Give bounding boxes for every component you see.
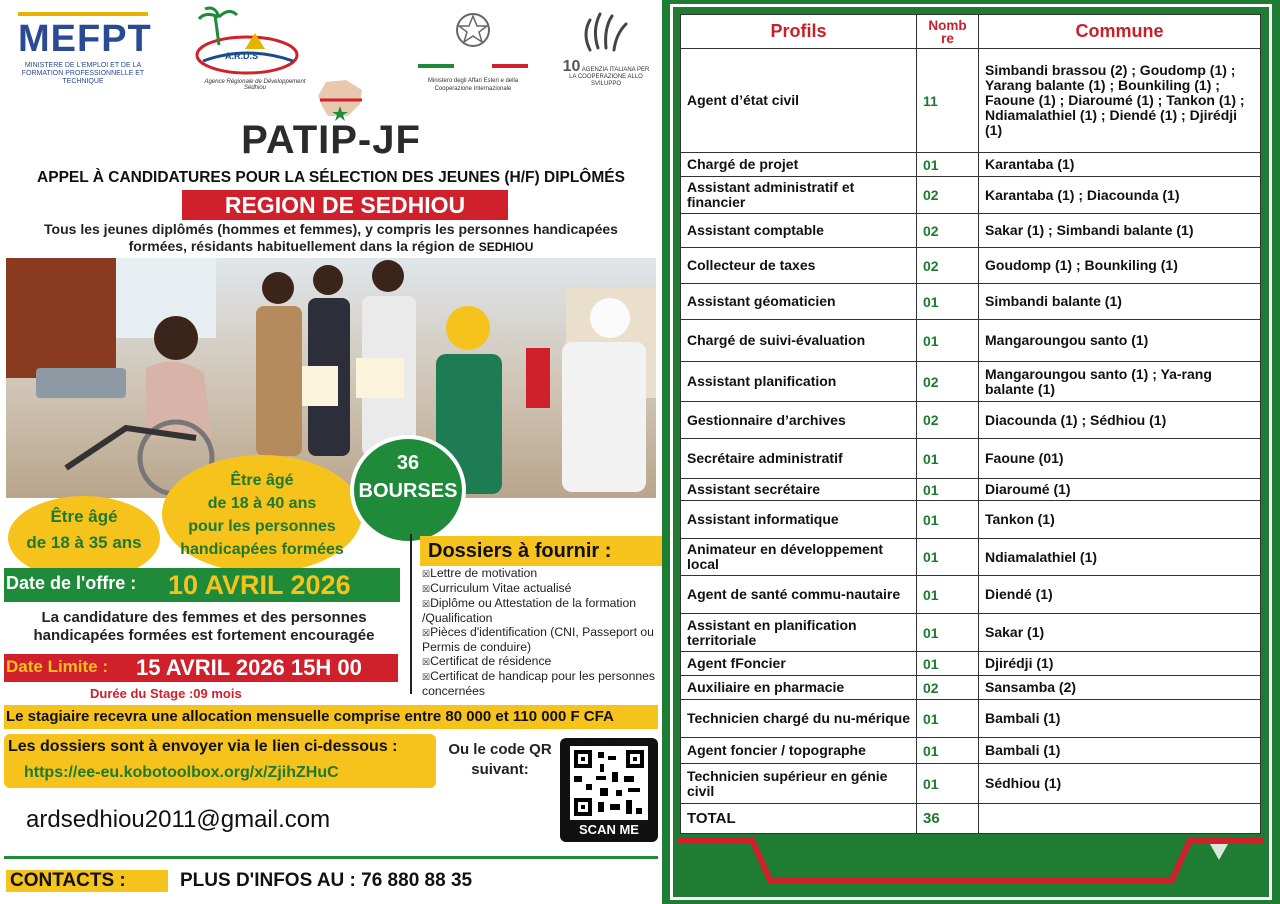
table-row bbox=[681, 153, 1261, 177]
table-row bbox=[681, 214, 1261, 248]
nombre-cell: 02 bbox=[917, 676, 979, 700]
commune-cell: Sédhiou (1) bbox=[979, 764, 1261, 804]
header-profils: Profils bbox=[681, 15, 917, 49]
table-row bbox=[681, 49, 1261, 153]
document-item: ☒ Certificat de handicap pour les personnes concernées bbox=[422, 669, 662, 698]
header-commune: Commune bbox=[979, 15, 1261, 49]
italy-emblem-icon bbox=[453, 10, 493, 50]
table-row bbox=[681, 479, 1261, 501]
nombre-cell: 01 bbox=[917, 284, 979, 320]
profil-cell: Assistant administratif et financier bbox=[681, 177, 917, 214]
profil-cell: Assistant planification bbox=[681, 362, 917, 402]
region-banner: REGION DE SEDHIOU bbox=[182, 190, 508, 220]
table-row bbox=[681, 439, 1261, 479]
submission-link-label: Les dossiers sont à envoyer via le lien ci-dessous : bbox=[8, 738, 398, 755]
profil-cell: Technicien supérieur en génie civil bbox=[681, 764, 917, 804]
table-row bbox=[681, 402, 1261, 439]
profil-cell: Agent fFoncier bbox=[681, 652, 917, 676]
nombre-cell: 01 bbox=[917, 700, 979, 738]
profil-cell: Assistant comptable bbox=[681, 214, 917, 248]
mefpt-subtitle: MINISTERE DE L'EMPLOI ET DE LA FORMATION PROFESSIONNELLE ET TECHNIQUE bbox=[21, 62, 145, 85]
nombre-cell: 01 bbox=[917, 479, 979, 501]
graduates-illustration-icon bbox=[6, 258, 656, 498]
mefpt-flag-bar bbox=[18, 12, 148, 16]
internship-duration: Durée du Stage :09 mois bbox=[90, 686, 242, 701]
contact-phone: PLUS D'INFOS AU : 76 880 88 35 bbox=[180, 870, 473, 891]
nombre-cell: 02 bbox=[917, 177, 979, 214]
documents-list bbox=[422, 566, 662, 698]
senegal-map-icon bbox=[312, 76, 368, 122]
commune-cell: Simbandi balante (1) bbox=[979, 284, 1261, 320]
documents-title: Dossiers à fournir : bbox=[420, 536, 662, 566]
table-row bbox=[681, 738, 1261, 764]
allocation-banner: Le stagiaire recevra une allocation mensuelle comprise entre 80 000 et 110 000 F CFA bbox=[4, 705, 658, 729]
qr-caption-line-2: suivant: bbox=[471, 761, 529, 778]
qr-caption bbox=[440, 740, 560, 780]
nombre-cell: 02 bbox=[917, 362, 979, 402]
commune-cell: Faoune (01) bbox=[979, 439, 1261, 479]
italy-ministry-logo bbox=[418, 10, 528, 93]
table-header-row bbox=[681, 15, 1261, 49]
table-row bbox=[681, 700, 1261, 738]
profil-cell: Agent foncier / topographe bbox=[681, 738, 917, 764]
commune-cell: Mangaroungou santo (1) bbox=[979, 320, 1261, 362]
profil-cell: Animateur en développement local bbox=[681, 539, 917, 576]
profil-cell: Chargé de suivi-évaluation bbox=[681, 320, 917, 362]
encouragement-line-2: handicapées formées est fortement encouragée bbox=[33, 627, 375, 644]
nombre-cell: 02 bbox=[917, 248, 979, 284]
contact-email[interactable]: ardsedhiou2011@gmail.com bbox=[26, 806, 331, 833]
nombre-cell: 01 bbox=[917, 614, 979, 652]
qr-code-icon bbox=[570, 746, 648, 820]
call-for-applications: APPEL À CANDIDATURES POUR LA SÉLECTION DES JEUNES (H/F) DIPLÔMÉS bbox=[37, 169, 625, 186]
profil-cell: Assistant informatique bbox=[681, 501, 917, 539]
aics-number: 10 bbox=[562, 58, 581, 75]
divider bbox=[4, 856, 658, 859]
commune-cell: Diacounda (1) ; Sédhiou (1) bbox=[979, 402, 1261, 439]
document-item: ☒ Curriculum Vitae actualisé bbox=[422, 581, 662, 596]
table-total-row bbox=[681, 804, 1261, 834]
profil-cell: Secrétaire administratif bbox=[681, 439, 917, 479]
aics-subtitle bbox=[560, 58, 652, 88]
contacts-label: CONTACTS : bbox=[6, 870, 168, 892]
age1-line2: de 18 à 35 ans bbox=[26, 533, 142, 552]
nombre-cell: 01 bbox=[917, 738, 979, 764]
table-row bbox=[681, 614, 1261, 652]
age1-line1: Être âgé bbox=[50, 507, 118, 526]
graduates-photo bbox=[6, 258, 656, 498]
commune-cell: Goudomp (1) ; Bounkiling (1) bbox=[979, 248, 1261, 284]
commune-cell: Bambali (1) bbox=[979, 700, 1261, 738]
nombre-cell: 01 bbox=[917, 153, 979, 177]
deadline-banner bbox=[4, 654, 398, 682]
submission-link-box bbox=[4, 734, 436, 788]
profil-cell: Chargé de projet bbox=[681, 153, 917, 177]
intro-line-1: Tous les jeunes diplômés (hommes et femmes), y compris les personnes handicapées bbox=[44, 221, 618, 237]
header-nombre-line-1: Nomb bbox=[928, 17, 967, 33]
header-nombre bbox=[917, 15, 979, 49]
hand-icon bbox=[576, 10, 636, 56]
required-documents bbox=[410, 534, 662, 698]
commune-cell: Sakar (1) ; Simbandi balante (1) bbox=[979, 214, 1261, 248]
commune-cell: Mangaroungou santo (1) ; Ya-rang balante (1) bbox=[979, 362, 1261, 402]
total-commune-cell bbox=[979, 804, 1261, 834]
table-row bbox=[681, 576, 1261, 614]
profil-cell: Agent de santé commu-nautaire bbox=[681, 576, 917, 614]
intro-region: SEDHIOU bbox=[478, 240, 534, 254]
profil-cell: Technicien chargé du nu-mérique bbox=[681, 700, 917, 738]
italy-flag-stripe-icon bbox=[418, 64, 528, 68]
commune-cell: Diendé (1) bbox=[979, 576, 1261, 614]
ards-subtitle: Agence Régionale de Développement Sédhiou bbox=[204, 79, 306, 91]
commune-cell: Djirédji (1) bbox=[979, 652, 1261, 676]
age-bubble-disabled bbox=[162, 455, 362, 573]
bourses-label: BOURSES bbox=[358, 480, 458, 502]
profil-cell: Assistant géomaticien bbox=[681, 284, 917, 320]
age2-line2: de 18 à 40 ans bbox=[207, 495, 317, 512]
age2-line4: handicapées formées bbox=[180, 541, 344, 558]
ards-logo bbox=[185, 5, 315, 95]
age2-line3: pour les personnes bbox=[188, 518, 336, 535]
commune-cell: Ndiamalathiel (1) bbox=[979, 539, 1261, 576]
total-value: 36 bbox=[917, 804, 979, 834]
nombre-cell: 01 bbox=[917, 576, 979, 614]
commune-cell: Karantaba (1) ; Diacounda (1) bbox=[979, 177, 1261, 214]
bourses-count: 36 bbox=[396, 452, 420, 474]
table-row bbox=[681, 320, 1261, 362]
document-item: ☒ Lettre de motivation bbox=[422, 566, 662, 581]
mefpt-logo bbox=[18, 12, 158, 86]
ards-tag: A.R.D.S bbox=[225, 51, 259, 61]
table-row bbox=[681, 284, 1261, 320]
document-item: ☒ Diplôme ou Attestation de la formation /Qualification bbox=[422, 596, 662, 625]
nombre-cell: 01 bbox=[917, 652, 979, 676]
table-row bbox=[681, 501, 1261, 539]
nombre-cell: 01 bbox=[917, 539, 979, 576]
profil-cell: Collecteur de taxes bbox=[681, 248, 917, 284]
table-row bbox=[681, 676, 1261, 700]
nombre-cell: 01 bbox=[917, 764, 979, 804]
italy-ministry-subtitle: Ministero degli Affari Esteri e della Cooperazione Internazionale bbox=[427, 78, 519, 92]
offer-date-value: 10 AVRIL 2026 bbox=[168, 570, 351, 600]
program-title: PATIP-JF bbox=[241, 118, 421, 162]
qr-caption-line-1: Ou le code QR bbox=[448, 741, 552, 758]
eligibility-intro bbox=[0, 221, 662, 256]
profil-cell: Gestionnaire d’archives bbox=[681, 402, 917, 439]
qr-code[interactable] bbox=[560, 738, 658, 842]
profil-cell: Assistant secrétaire bbox=[681, 479, 917, 501]
nombre-cell: 01 bbox=[917, 320, 979, 362]
scan-me-label: SCAN ME bbox=[579, 822, 639, 837]
profil-cell: Auxiliaire en pharmacie bbox=[681, 676, 917, 700]
offer-date-label: Date de l'offre : bbox=[6, 573, 137, 593]
profiles-table bbox=[680, 14, 1260, 834]
mefpt-title: MEFPT bbox=[18, 18, 152, 60]
nombre-cell: 02 bbox=[917, 214, 979, 248]
offer-date-banner bbox=[4, 568, 400, 602]
document-item: ☒ Certificat de résidence bbox=[422, 654, 662, 669]
age2-line1: Être âgé bbox=[230, 472, 294, 489]
intro-line-2-text: formées, résidants habituellement dans la région de bbox=[128, 238, 475, 254]
table-row bbox=[681, 652, 1261, 676]
commune-cell: Sansamba (2) bbox=[979, 676, 1261, 700]
nombre-cell: 01 bbox=[917, 439, 979, 479]
commune-cell: Sakar (1) bbox=[979, 614, 1261, 652]
aics-logo bbox=[560, 10, 652, 88]
commune-cell: Tankon (1) bbox=[979, 501, 1261, 539]
commune-cell: Bambali (1) bbox=[979, 738, 1261, 764]
document-item: ☒ Pièces d'identification (CNI, Passeport ou Permis de conduire) bbox=[422, 625, 662, 654]
ards-emblem-icon bbox=[185, 5, 315, 79]
commune-cell: Simbandi brassou (2) ; Goudomp (1) ; Yarang balante (1) ; Bounkiling (1) ; Faoune (1) ; Diaroumé (1) ; Tankon (1) ; Ndiamalathiel (1) ; Diendé (1) ; Djirédji (1) bbox=[979, 49, 1261, 153]
intro-line-2 bbox=[0, 238, 662, 256]
profil-cell: Assistant en planification territoriale bbox=[681, 614, 917, 652]
deadline-label: Date Limite : bbox=[6, 657, 109, 676]
table-row bbox=[681, 177, 1261, 214]
table-row bbox=[681, 539, 1261, 576]
profil-cell: Agent d’état civil bbox=[681, 49, 917, 153]
table-row bbox=[681, 362, 1261, 402]
total-label: TOTAL bbox=[681, 804, 917, 834]
table-row bbox=[681, 248, 1261, 284]
header-nombre-line-2: re bbox=[941, 30, 954, 46]
deadline-value: 15 AVRIL 2026 15H 00 bbox=[136, 655, 362, 680]
submission-link[interactable]: https://ee-eu.kobotoolbox.org/x/ZjihZHuC bbox=[24, 764, 339, 781]
table-row bbox=[681, 764, 1261, 804]
nombre-cell: 01 bbox=[917, 501, 979, 539]
commune-cell: Karantaba (1) bbox=[979, 153, 1261, 177]
nombre-cell: 02 bbox=[917, 402, 979, 439]
bourses-bubble bbox=[350, 435, 466, 545]
commune-cell: Diaroumé (1) bbox=[979, 479, 1261, 501]
aics-name: AGENZIA ITALIANA PER LA COOPERAZIONE ALLO SVILUPPO bbox=[569, 67, 650, 87]
profiles-table-panel bbox=[662, 0, 1280, 904]
encouragement-line-1: La candidature des femmes et des personnes bbox=[41, 609, 367, 626]
nombre-cell: 11 bbox=[917, 49, 979, 153]
encouragement-text bbox=[4, 609, 404, 645]
